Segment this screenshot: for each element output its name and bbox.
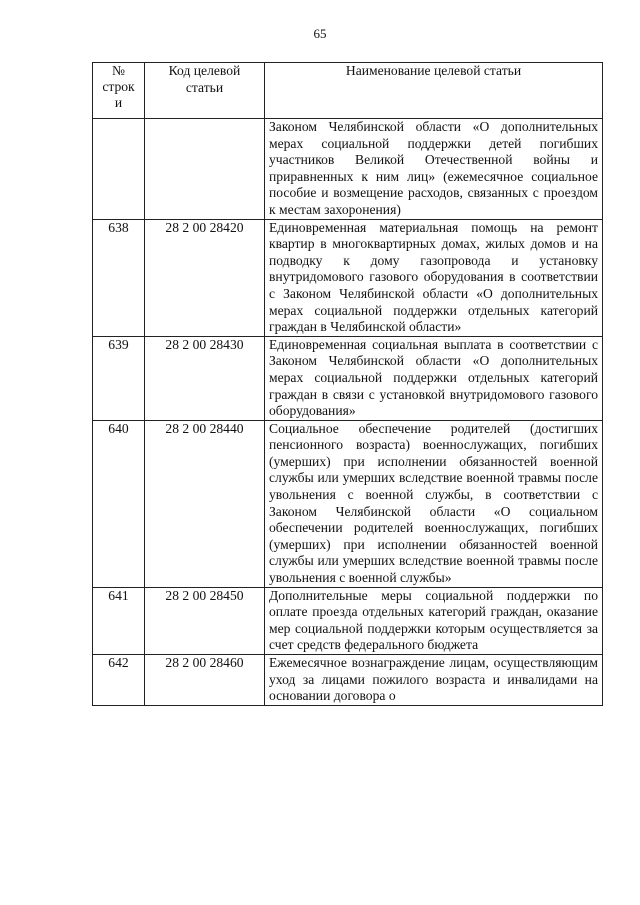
table-row — [93, 655, 603, 706]
target-code: 28 2 00 28450 — [145, 587, 265, 654]
table-row — [93, 336, 603, 420]
target-code: 28 2 00 28420 — [145, 219, 265, 336]
header-row-number-line: и — [114, 95, 123, 110]
page-number: 65 — [313, 26, 327, 41]
target-name: Социальное обеспечение родителей (достигших пенсионного возраста) военнослужащих, погибших (умерших) при исполнении обязанностей военной службы или умерших вследствие военной травмы после увольнения с военной службы, в соответствии с Законом Челябинской области «О социальном обеспечении родителей военнослужащих, погибших (умерших) при исполнении обязанностей военной службы или умерших вследствие военной травмы после увольнения с военной службы» — [265, 420, 603, 587]
table-row — [93, 587, 603, 654]
table-row — [93, 420, 603, 587]
header-row-number — [93, 63, 145, 119]
row-number: 641 — [93, 587, 145, 654]
target-code — [145, 119, 265, 220]
table-row — [93, 119, 603, 220]
table-row — [93, 219, 603, 336]
header-target-name: Наименование целевой статьи — [265, 63, 603, 119]
target-code: 28 2 00 28440 — [145, 420, 265, 587]
row-number: 638 — [93, 219, 145, 336]
row-number: 639 — [93, 336, 145, 420]
target-code: 28 2 00 28460 — [145, 655, 265, 706]
header-row-number-line: № — [112, 63, 125, 78]
row-number — [93, 119, 145, 220]
budget-table — [92, 62, 603, 706]
target-name: Дополнительные меры социальной поддержки по оплате проезда отдельных категорий граждан, оказание мер социальной поддержки которым осуществляется за счет средств федерального бюджета — [265, 587, 603, 654]
header-target-code: Код целевой статьи — [145, 63, 265, 119]
target-code: 28 2 00 28430 — [145, 336, 265, 420]
row-number: 640 — [93, 420, 145, 587]
table-header-row — [93, 63, 603, 119]
row-number: 642 — [93, 655, 145, 706]
target-name: Ежемесячное вознаграждение лицам, осуществляющим уход за лицами пожилого возраста и инвалидами на основании договора о — [265, 655, 603, 706]
target-name: Единовременная социальная выплата в соответствии с Законом Челябинской области «О дополнительных мерах социальной поддержки отдельных категорий граждан в связи с установкой внутридомового газового оборудования» — [265, 336, 603, 420]
target-name: Законом Челябинской области «О дополнительных мерах социальной поддержки детей погибших участников Великой Отечественной войны и приравненных к ним лиц» (ежемесячное социальное пособие и возмещение расходов, связанных с проездом к местам захоронения) — [265, 119, 603, 220]
header-row-number-line: строк — [102, 79, 135, 94]
target-name: Единовременная материальная помощь на ремонт квартир в многоквартирных домах, жилых домов и на подводку к дому газопровода и установку внутридомового газового оборудования в соответствии с Законом Челябинской области «О дополнительных мерах социальной поддержки отдельных категорий граждан в Челябинской области» — [265, 219, 603, 336]
